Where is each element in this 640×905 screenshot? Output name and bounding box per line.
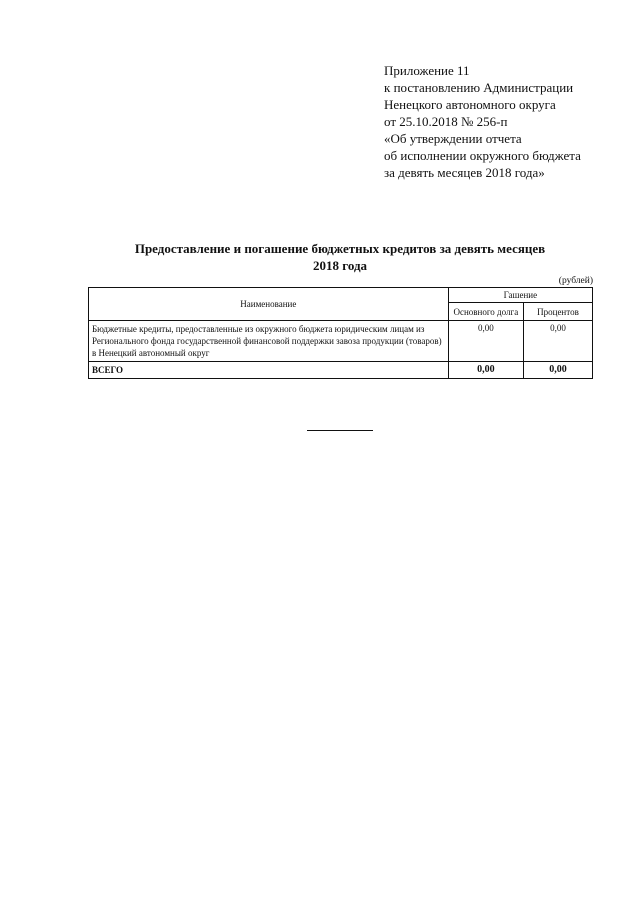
total-row <box>89 362 593 379</box>
appendix-line: к постановлению Администрации <box>384 80 574 95</box>
separator-line <box>307 430 373 431</box>
header-name: Наименование <box>89 288 449 321</box>
table-row <box>89 321 593 362</box>
title-line-2: 2018 года <box>312 258 368 273</box>
credits-table <box>88 287 593 379</box>
row-name: Бюджетные кредиты, предоставленные из окружного бюджета юридическим лицам из Регионального фонда государственной финансовой поддержки завоза продукции (товаров) в Ненецкий автономный округ <box>89 321 449 362</box>
header-principal: Основного долга <box>448 303 523 321</box>
appendix-line: «Об утверждении отчета <box>384 131 522 146</box>
title-line-1: Предоставление и погашение бюджетных кредитов за девять месяцев <box>134 241 546 256</box>
header-repayment: Гашение <box>448 288 592 303</box>
row-principal: 0,00 <box>448 321 523 362</box>
total-principal: 0,00 <box>448 362 523 379</box>
appendix-line: от 25.10.2018 № 256-п <box>384 114 508 129</box>
appendix-header <box>384 62 624 181</box>
appendix-line: Приложение 11 <box>384 63 470 78</box>
units-label: (рублей) <box>558 276 593 286</box>
appendix-line: Ненецкого автономного округа <box>384 97 556 112</box>
document-title <box>90 240 590 274</box>
total-interest: 0,00 <box>523 362 592 379</box>
header-interest: Процентов <box>523 303 592 321</box>
row-interest: 0,00 <box>523 321 592 362</box>
table-header-row <box>89 288 593 303</box>
total-label: ВСЕГО <box>89 362 449 379</box>
appendix-line: об исполнении окружного бюджета <box>384 148 581 163</box>
appendix-line: за девять месяцев 2018 года» <box>384 165 545 180</box>
